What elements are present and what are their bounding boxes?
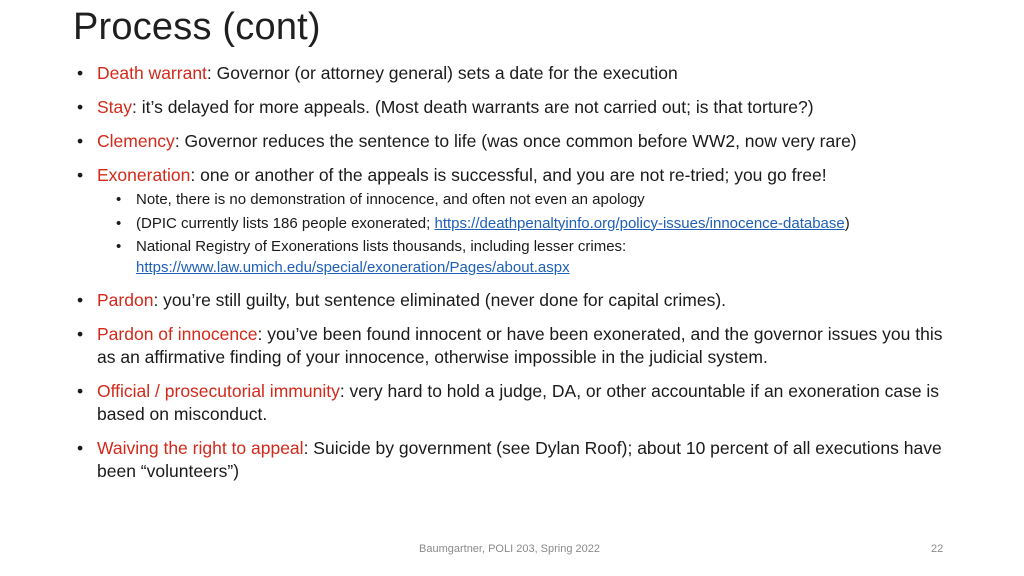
bullet-text: : Governor (or attorney general) sets a date for the execution bbox=[206, 63, 678, 83]
bullet-text: : one or another of the appeals is successful, and you are not re-tried; you go free! bbox=[190, 165, 827, 185]
bullet-text: : Governor reduces the sentence to life (was once common before WW2, now very rare) bbox=[174, 131, 857, 151]
bullet-pardon bbox=[77, 289, 957, 312]
sub-bullet-prefix: (DPIC currently lists 186 people exonerated; bbox=[136, 214, 435, 232]
page-number: 22 bbox=[931, 543, 944, 555]
exoneration-sublist bbox=[97, 190, 957, 278]
sub-bullet-registry bbox=[116, 237, 957, 278]
term-official-immunity: Official / prosecutorial immunity bbox=[97, 381, 340, 401]
bullet-text: : you’ve been found innocent or have been exonerated, and the governor issues you this as an affirmative finding of your innocence, otherwise impossible in the judicial system. bbox=[97, 324, 943, 367]
sub-bullet-prefix: National Registry of Exonerations lists thousands, including lesser crimes: bbox=[136, 238, 627, 255]
dpic-link[interactable]: https://deathpenaltyinfo.org/policy-issues/innocence-database bbox=[434, 214, 845, 232]
bullet-list bbox=[77, 62, 957, 494]
sub-bullet-dpic bbox=[116, 214, 957, 235]
term-pardon-of-innocence: Pardon of innocence bbox=[97, 324, 258, 344]
bullet-stay bbox=[77, 96, 957, 119]
sub-bullet-no-innocence bbox=[116, 190, 957, 211]
bullet-text: : it’s delayed for more appeals. (Most death warrants are not carried out; is that torture?) bbox=[132, 97, 814, 117]
bullet-text: : very hard to hold a judge, DA, or other accountable if an exoneration case is based on misconduct. bbox=[97, 381, 940, 424]
bullet-exoneration bbox=[77, 164, 957, 278]
term-clemency: Clemency bbox=[97, 131, 175, 151]
bullet-text: : you’re still guilty, but sentence eliminated (never done for capital crimes). bbox=[153, 290, 727, 310]
slide-title: Process (cont) bbox=[73, 6, 321, 48]
registry-link[interactable]: https://www.law.umich.edu/special/exoneration/Pages/about.aspx bbox=[136, 258, 570, 276]
term-pardon: Pardon bbox=[97, 290, 154, 310]
term-waiving-appeal: Waiving the right to appeal bbox=[97, 438, 304, 458]
term-death-warrant: Death warrant bbox=[97, 63, 207, 83]
footer-credit: Baumgartner, POLI 203, Spring 2022 bbox=[419, 543, 601, 555]
sub-bullet-suffix: ) bbox=[844, 214, 850, 232]
term-exoneration: Exoneration bbox=[97, 165, 191, 185]
bullet-waiving-appeal bbox=[77, 437, 957, 483]
bullet-death-warrant bbox=[77, 62, 957, 85]
bullet-official-immunity bbox=[77, 380, 957, 426]
sub-bullet-text: Note, there is no demonstration of innocence, and often not even an apology bbox=[136, 191, 645, 208]
term-stay: Stay bbox=[97, 97, 133, 117]
bullet-text: : Suicide by government (see Dylan Roof); about 10 percent of all executions have been “volunteers”) bbox=[97, 438, 942, 481]
bullet-clemency bbox=[77, 130, 957, 153]
bullet-pardon-of-innocence bbox=[77, 323, 957, 369]
